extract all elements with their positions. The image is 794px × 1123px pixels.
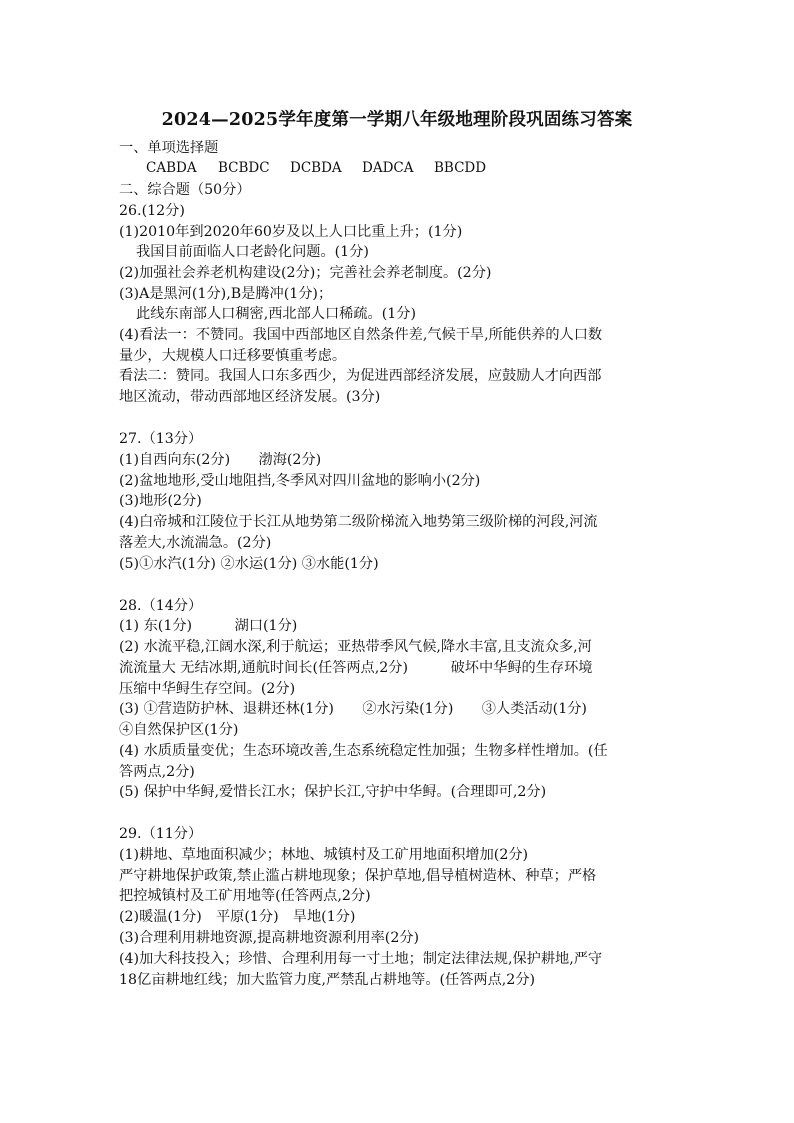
- q29-line: (1)耕地、草地面积减少；林地、城镇村及工矿用地面积增加(2分): [119, 847, 529, 863]
- q26-line: 看法二：赞同。我国人口东多西少，为促进西部经济发展，应鼓励人才向西部: [119, 368, 602, 384]
- q27-line: 落差大,水流湍急。(2分): [119, 535, 272, 551]
- q29-line: 18亿亩耕地红线；加大监管力度,严禁乱占耕地等。(任答两点,2分): [119, 972, 536, 988]
- q28-header: 28.（14分）: [119, 598, 203, 614]
- answer-group-3: DCBDA: [290, 160, 342, 176]
- answer-group-1: CABDA: [146, 160, 197, 176]
- q29-line: 把控城镇村及工矿用地等(任答两点,2分): [119, 888, 371, 904]
- q28-line: ④自然保护区(1分): [119, 722, 239, 738]
- q26-line: 我国目前面临人口老龄化问题。(1分): [136, 244, 369, 260]
- q28-line: (5) 保护中华鲟,爱惜长江水；保护长江,守护中华鲟。(合理即可,2分): [119, 784, 547, 800]
- q28-line: (1) 东(1分) 湖口(1分): [119, 618, 298, 634]
- q27-header: 27.（13分）: [119, 431, 203, 447]
- q27-line: (5)①水汽(1分) ②水运(1分) ③水能(1分): [119, 556, 379, 572]
- q26-line: 量少，大规模人口迁移要慎重考虑。: [119, 348, 347, 364]
- q26-line: (3)A是黑河(1分),B是腾冲(1分)；: [119, 286, 333, 302]
- q27-line: (1)自西向东(2分) 渤海(2分): [119, 452, 322, 468]
- answer-group-5: BBCDD: [434, 160, 487, 176]
- q26-line: 地区流动，带动西部地区经济发展。(3分): [119, 389, 381, 405]
- answer-group-4: DADCA: [362, 160, 414, 176]
- q27-line: (4)白帝城和江陵位于长江从地势第二级阶梯流入地势第三级阶梯的河段,河流: [119, 514, 598, 530]
- choice-answers-row: [146, 160, 506, 176]
- section1-heading: 一、单项选择题: [119, 140, 219, 156]
- q26-header: 26.(12分): [119, 203, 185, 219]
- section2-heading: 二、综合题（50分）: [119, 182, 251, 198]
- q29-line: (2)暖温(1分) 平原(1分) 旱地(1分): [119, 909, 356, 925]
- q28-line: (2) 水流平稳,江阔水深,利于航运；亚热带季风气候,降水丰富,且支流众多,河: [119, 639, 592, 655]
- q28-line: 流流量大 无结冰期,通航时间长(任答两点,2分) 破坏中华鲟的生存环境: [119, 660, 593, 676]
- answer-group-2: BCBDC: [218, 160, 270, 176]
- document-title: 2024—2025学年度第一学期八年级地理阶段巩固练习答案: [161, 110, 633, 130]
- q26-line: (2)加强社会养老机构建设(2分)；完善社会养老制度。(2分): [119, 265, 492, 281]
- q26-line: (4)看法一：不赞同。我国中西部地区自然条件差,气候干旱,所能供养的人口数: [119, 327, 603, 343]
- q28-line: (3) ①营造防护林、退耕还林(1分) ②水污染(1分) ③人类活动(1分): [119, 701, 587, 717]
- q29-line: (3)合理利用耕地资源,提高耕地资源利用率(2分): [119, 930, 420, 946]
- q28-line: 压缩中华鲟生存空间。(2分): [119, 681, 296, 697]
- q27-line: (2)盆地地形,受山地阻挡,冬季风对四川盆地的影响小(2分): [119, 473, 481, 489]
- q26-line: (1)2010年到2020年60岁及以上人口比重上升；(1分): [119, 224, 463, 240]
- q29-line: (4)加大科技投入；珍惜、合理利用每一寸土地；制定法律法规,保护耕地,严守: [119, 951, 603, 967]
- q27-line: (3)地形(2分): [119, 493, 202, 509]
- q28-line: 答两点,2分): [119, 764, 195, 780]
- q28-line: (4) 水质质量变优；生态环境改善,生态系统稳定性加强；生物多样性增加。(任: [119, 743, 608, 759]
- q29-line: 严守耕地保护政策,禁止滥占耕地现象；保护草地,倡导植树造林、种草；严格: [119, 868, 597, 884]
- q29-header: 29.（11分）: [119, 826, 203, 842]
- q26-line: 此线东南部人口稠密,西北部人口稀疏。(1分): [136, 306, 416, 322]
